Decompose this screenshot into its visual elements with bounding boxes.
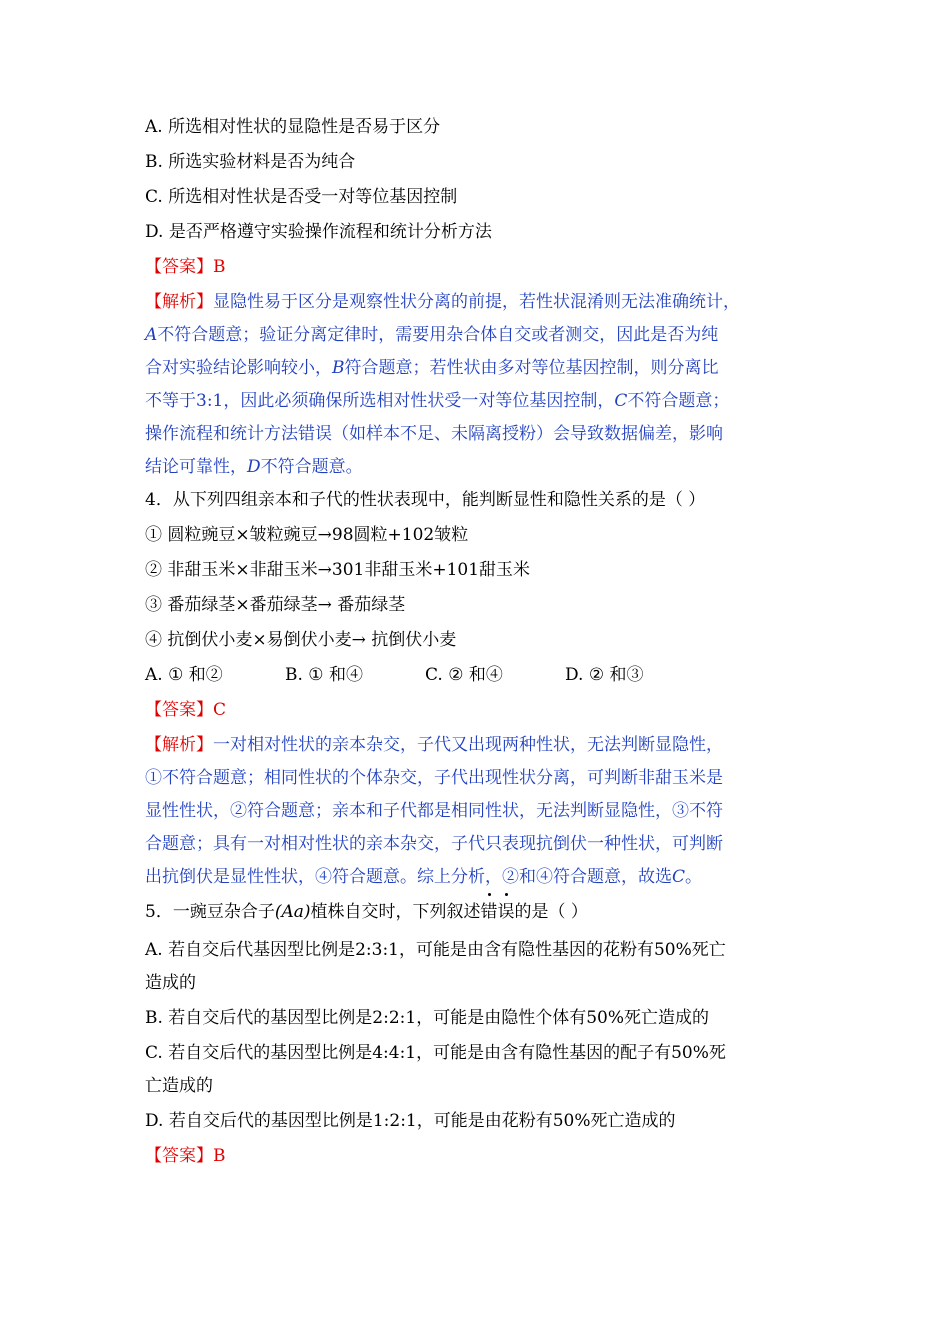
q3-analysis-line (145, 356, 810, 380)
analysis-label: 【解析】 (145, 292, 213, 312)
q5-option-b: B. 若自交后代的基因型比例是2:2:1，可能是由隐性个体有50%死亡造成的 (145, 1008, 709, 1028)
q4-item-1: ① 圆粒豌豆×皱粒豌豆→98圆粒+102皱粒 (145, 525, 469, 545)
option-letter: C (614, 391, 628, 411)
stem-text: 植株自交时，下列叙述 (310, 902, 481, 922)
q4-analysis-line (145, 865, 810, 889)
analysis-text: 合对实验结论影响较小， (145, 358, 332, 378)
q3-option-a: A. 所选相对性状的显隐性是否易于区分 (145, 117, 441, 137)
analysis-text: 一对相对性状的亲本杂交，子代又出现两种性状，无法判断显隐性， (213, 735, 723, 755)
analysis-text: 不符合题意。 (260, 457, 363, 477)
q4-answer: 【答案】C (145, 700, 227, 720)
q5-option-a: A. 若自交后代基因型比例是2:3:1，可能是由含有隐性基因的花粉有50%死亡 (145, 940, 726, 960)
stem-text: 5．一豌豆杂合子 (145, 902, 275, 922)
analysis-text: 符合题意；若性状由多对等位基因控制，则分离比 (344, 358, 719, 378)
q4-choice-a: A. ① 和② (145, 665, 223, 685)
analysis-text: 出抗倒伏是显性性状，④符合题意。综上分析，②和④符合题意，故选 (145, 867, 672, 887)
analysis-text: 不等于3:1，因此必须确保所选相对性状受一对等位基因控制， (145, 391, 615, 411)
q4-choice-b: B. ① 和④ (285, 665, 363, 685)
genotype-formula: (Aa) (274, 902, 311, 922)
analysis-text: 结论可靠性， (145, 457, 247, 477)
q3-analysis-line (145, 323, 810, 347)
option-letter: A (145, 325, 158, 345)
q5-option-c-cont: 亡造成的 (145, 1076, 213, 1096)
q5-stem (145, 900, 810, 924)
analysis-text: 不符合题意； (627, 391, 730, 411)
q5-option-d: D. 若自交后代的基因型比例是1:2:1，可能是由花粉有50%死亡造成的 (145, 1111, 676, 1131)
q3-analysis-line: 操作流程和统计方法错误（如样本不足、未隔离授粉）会导致数据偏差，影响 (145, 424, 723, 444)
q3-option-b: B. 所选实验材料是否为纯合 (145, 152, 356, 172)
q4-choice-c: C. ② 和④ (425, 665, 503, 685)
analysis-text: 不符合题意；验证分离定律时，需要用杂合体自交或者测交，因此是否为纯 (157, 325, 719, 345)
stem-text: 的是（ ） (514, 902, 588, 922)
q3-analysis-line (145, 455, 810, 479)
q4-choices (145, 663, 810, 687)
q3-option-d: D. 是否严格遵守实验操作流程和统计分析方法 (145, 222, 492, 242)
emphasized-char: 误 (497, 902, 515, 922)
q5-option-a-cont: 造成的 (145, 973, 196, 993)
q3-analysis-line (145, 290, 810, 314)
q5-answer: 【答案】B (145, 1146, 226, 1166)
q4-item-3: ③ 番茄绿茎×番茄绿茎→ 番茄绿茎 (145, 595, 406, 615)
q3-answer: 【答案】B (145, 257, 226, 277)
q4-analysis-line: 显性性状，②符合题意；亲本和子代都是相同性状，无法判断显隐性，③不符 (145, 801, 723, 821)
option-letter: B (332, 358, 345, 378)
q4-item-2: ② 非甜玉米×非甜玉米→301非甜玉米+101甜玉米 (145, 560, 531, 580)
q4-analysis-line: 合题意；具有一对相对性状的亲本杂交，子代只表现抗倒伏一种性状，可判断 (145, 834, 723, 854)
analysis-text: 显隐性易于区分是观察性状分离的前提，若性状混淆则无法准确统计， (213, 292, 740, 312)
analysis-label: 【解析】 (145, 735, 213, 755)
q4-item-4: ④ 抗倒伏小麦×易倒伏小麦→ 抗倒伏小麦 (145, 630, 457, 650)
q4-analysis-line (145, 733, 810, 757)
q4-stem: 4．从下列四组亲本和子代的性状表现中，能判断显性和隐性关系的是（ ） (145, 490, 706, 510)
analysis-text: 。 (685, 867, 703, 887)
emphasized-char: 错 (480, 902, 498, 922)
q4-choice-d: D. ② 和③ (565, 665, 644, 685)
q3-analysis-line (145, 389, 810, 413)
option-letter: C (672, 867, 686, 887)
q4-analysis-line: ①不符合题意；相同性状的个体杂交，子代出现性状分离，可判断非甜玉米是 (145, 768, 723, 788)
q3-option-c: C. 所选相对性状是否受一对等位基因控制 (145, 187, 458, 207)
q5-option-c: C. 若自交后代的基因型比例是4:4:1，可能是由含有隐性基因的配子有50%死 (145, 1043, 726, 1063)
option-letter: D (247, 457, 261, 477)
